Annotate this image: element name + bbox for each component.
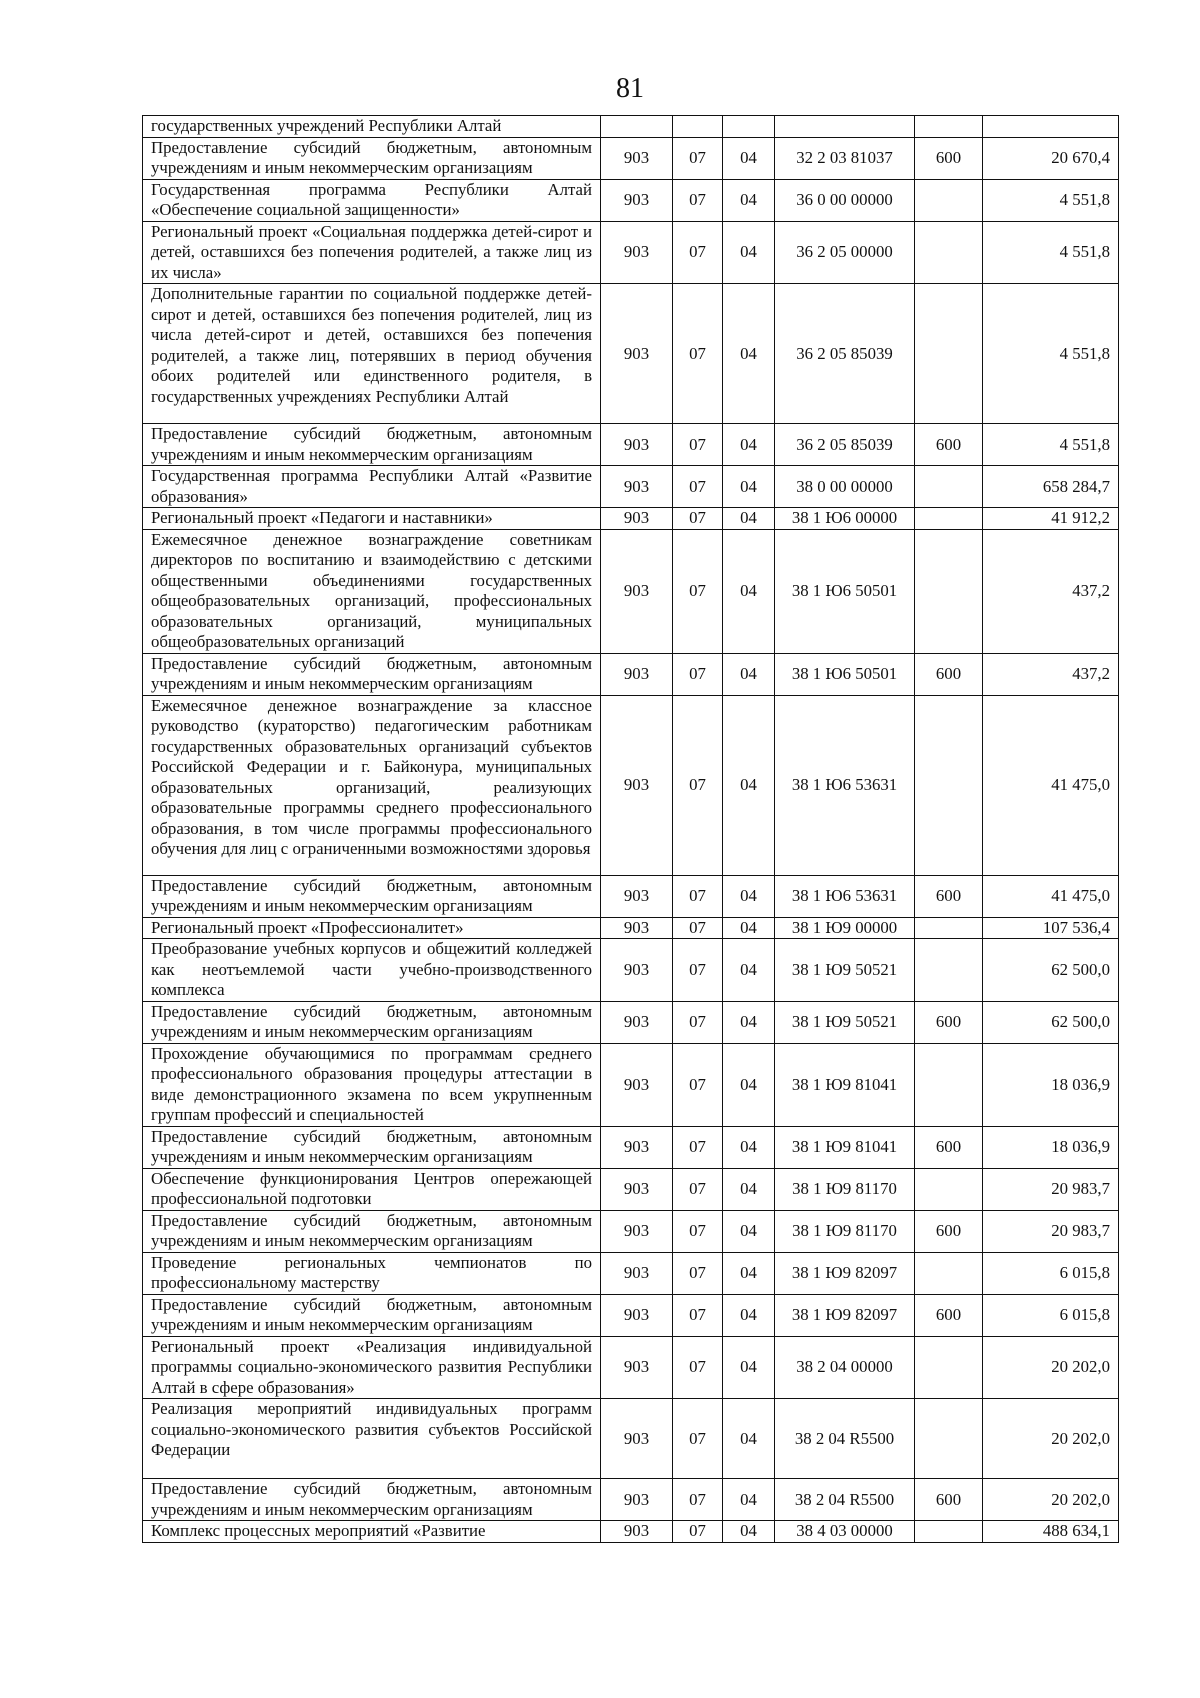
- cell-target-article: 36 2 05 85039: [775, 284, 915, 424]
- cell-admin-code: 903: [601, 939, 673, 1002]
- cell-expense-type: 600: [915, 1210, 983, 1252]
- table-row: [143, 939, 1119, 1002]
- cell-description: Государственная программа Республики Алтай «Обеспечение социальной защищенности»: [143, 179, 601, 221]
- cell-expense-type: 600: [915, 653, 983, 695]
- cell-section-code: [673, 116, 723, 138]
- cell-section-code: 07: [673, 695, 723, 875]
- cell-expense-type: [915, 179, 983, 221]
- table-row: [143, 1001, 1119, 1043]
- cell-expense-type: [915, 695, 983, 875]
- cell-amount: 4 551,8: [983, 284, 1119, 424]
- cell-description: Обеспечение функционирования Центров опережающей профессиональной подготовки: [143, 1168, 601, 1210]
- cell-admin-code: 903: [601, 1168, 673, 1210]
- cell-description: Региональный проект «Социальная поддержка детей-сирот и детей, оставшихся без попечения родителей, а также лиц из их числа»: [143, 221, 601, 284]
- cell-description: Предоставление субсидий бюджетным, автономным учреждениям и иным некоммерческим организациям: [143, 424, 601, 466]
- cell-section-code: 07: [673, 1521, 723, 1543]
- cell-admin-code: 903: [601, 284, 673, 424]
- cell-expense-type: [915, 1252, 983, 1294]
- cell-amount: 20 202,0: [983, 1336, 1119, 1399]
- table-row: [143, 1043, 1119, 1126]
- cell-admin-code: 903: [601, 508, 673, 530]
- cell-target-article: 38 1 Ю6 50501: [775, 653, 915, 695]
- cell-subsection-code: 04: [723, 1210, 775, 1252]
- cell-amount: 4 551,8: [983, 221, 1119, 284]
- cell-description: Преобразование учебных корпусов и общежитий колледжей как неотъемлемой части учебно-производственного комплекса: [143, 939, 601, 1002]
- cell-expense-type: 600: [915, 1294, 983, 1336]
- cell-target-article: [775, 116, 915, 138]
- table-row: [143, 1336, 1119, 1399]
- cell-description: Ежемесячное денежное вознаграждение за классное руководство (кураторство) педагогическим работникам государственных образовательных организаций субъектов Российской Федерации и г. Байконура, муниципальных образовательных организаций, реализующих образовательные программы среднего профессионального образования, в том числе программы профессионального обучения для лиц с ограниченными возможностями здоровья: [143, 695, 601, 875]
- cell-admin-code: 903: [601, 917, 673, 939]
- cell-expense-type: [915, 508, 983, 530]
- cell-section-code: 07: [673, 424, 723, 466]
- table-body: [143, 116, 1119, 1543]
- cell-section-code: 07: [673, 284, 723, 424]
- cell-description: Ежемесячное денежное вознаграждение советникам директоров по воспитанию и взаимодействию с детскими общественными объединениями государственных общеобразовательных организаций, профессиональных образовательных организаций, муниципальных общеобразовательных организаций: [143, 529, 601, 653]
- cell-target-article: 38 1 Ю9 81041: [775, 1043, 915, 1126]
- cell-amount: 658 284,7: [983, 466, 1119, 508]
- cell-subsection-code: 04: [723, 221, 775, 284]
- cell-admin-code: 903: [601, 1479, 673, 1521]
- cell-section-code: 07: [673, 1043, 723, 1126]
- cell-description: Проведение региональных чемпионатов по профессиональному мастерству: [143, 1252, 601, 1294]
- table-row: [143, 1294, 1119, 1336]
- cell-amount: 41 912,2: [983, 508, 1119, 530]
- cell-target-article: 38 1 Ю6 50501: [775, 529, 915, 653]
- cell-target-article: 38 1 Ю9 81170: [775, 1168, 915, 1210]
- cell-target-article: 38 1 Ю6 00000: [775, 508, 915, 530]
- cell-target-article: 36 0 00 00000: [775, 179, 915, 221]
- cell-amount: 62 500,0: [983, 939, 1119, 1002]
- cell-admin-code: 903: [601, 221, 673, 284]
- cell-admin-code: 903: [601, 1001, 673, 1043]
- cell-target-article: 38 2 04 R5500: [775, 1399, 915, 1479]
- cell-section-code: 07: [673, 1479, 723, 1521]
- cell-expense-type: [915, 116, 983, 138]
- cell-description: Государственная программа Республики Алтай «Развитие образования»: [143, 466, 601, 508]
- table-row: [143, 116, 1119, 138]
- cell-description: Региональный проект «Профессионалитет»: [143, 917, 601, 939]
- cell-subsection-code: 04: [723, 137, 775, 179]
- cell-subsection-code: 04: [723, 284, 775, 424]
- cell-target-article: 38 1 Ю6 53631: [775, 695, 915, 875]
- cell-admin-code: 903: [601, 1336, 673, 1399]
- cell-section-code: 07: [673, 1252, 723, 1294]
- table-row: [143, 529, 1119, 653]
- cell-section-code: 07: [673, 1168, 723, 1210]
- cell-subsection-code: 04: [723, 529, 775, 653]
- cell-target-article: 38 0 00 00000: [775, 466, 915, 508]
- cell-amount: 18 036,9: [983, 1126, 1119, 1168]
- cell-expense-type: [915, 939, 983, 1002]
- cell-expense-type: [915, 221, 983, 284]
- table-row: [143, 875, 1119, 917]
- cell-expense-type: 600: [915, 1479, 983, 1521]
- cell-subsection-code: 04: [723, 1521, 775, 1543]
- cell-subsection-code: 04: [723, 1168, 775, 1210]
- cell-target-article: 38 1 Ю9 82097: [775, 1252, 915, 1294]
- cell-amount: 488 634,1: [983, 1521, 1119, 1543]
- table-row: [143, 179, 1119, 221]
- table-row: [143, 508, 1119, 530]
- cell-admin-code: 903: [601, 695, 673, 875]
- cell-amount: 20 983,7: [983, 1210, 1119, 1252]
- cell-amount: 20 670,4: [983, 137, 1119, 179]
- cell-section-code: 07: [673, 1294, 723, 1336]
- cell-target-article: 38 2 04 00000: [775, 1336, 915, 1399]
- cell-subsection-code: 04: [723, 179, 775, 221]
- cell-target-article: 38 1 Ю9 50521: [775, 939, 915, 1002]
- cell-subsection-code: 04: [723, 1043, 775, 1126]
- cell-description: Прохождение обучающимися по программам среднего профессионального образования процедуры аттестации в виде демонстрационного экзамена по всем укрупненным группам профессий и специальностей: [143, 1043, 601, 1126]
- cell-section-code: 07: [673, 1399, 723, 1479]
- cell-subsection-code: 04: [723, 939, 775, 1002]
- cell-amount: 6 015,8: [983, 1252, 1119, 1294]
- cell-subsection-code: 04: [723, 1126, 775, 1168]
- cell-subsection-code: [723, 116, 775, 138]
- cell-subsection-code: 04: [723, 875, 775, 917]
- cell-section-code: 07: [673, 1126, 723, 1168]
- cell-description: Реализация мероприятий индивидуальных программ социально-экономического развития субъектов Российской Федерации: [143, 1399, 601, 1479]
- cell-section-code: 07: [673, 1001, 723, 1043]
- cell-section-code: 07: [673, 939, 723, 1002]
- cell-admin-code: 903: [601, 1043, 673, 1126]
- cell-expense-type: 600: [915, 424, 983, 466]
- cell-description: Предоставление субсидий бюджетным, автономным учреждениям и иным некоммерческим организациям: [143, 1479, 601, 1521]
- cell-admin-code: 903: [601, 529, 673, 653]
- cell-amount: 6 015,8: [983, 1294, 1119, 1336]
- cell-subsection-code: 04: [723, 1294, 775, 1336]
- cell-section-code: 07: [673, 1210, 723, 1252]
- cell-admin-code: 903: [601, 875, 673, 917]
- cell-expense-type: 600: [915, 1126, 983, 1168]
- cell-description: Региональный проект «Реализация индивидуальной программы социально-экономического развития Республики Алтай в сфере образования»: [143, 1336, 601, 1399]
- table-row: [143, 1399, 1119, 1479]
- cell-target-article: 38 4 03 00000: [775, 1521, 915, 1543]
- cell-amount: 4 551,8: [983, 179, 1119, 221]
- cell-admin-code: 903: [601, 1521, 673, 1543]
- cell-expense-type: [915, 1336, 983, 1399]
- cell-amount: 18 036,9: [983, 1043, 1119, 1126]
- cell-subsection-code: 04: [723, 1336, 775, 1399]
- table-row: [143, 653, 1119, 695]
- table-row: [143, 695, 1119, 875]
- cell-amount: 62 500,0: [983, 1001, 1119, 1043]
- table-row: [143, 1126, 1119, 1168]
- cell-amount: 437,2: [983, 529, 1119, 653]
- cell-expense-type: 600: [915, 137, 983, 179]
- cell-subsection-code: 04: [723, 1252, 775, 1294]
- cell-section-code: 07: [673, 466, 723, 508]
- cell-admin-code: 903: [601, 653, 673, 695]
- cell-expense-type: 600: [915, 1001, 983, 1043]
- cell-subsection-code: 04: [723, 917, 775, 939]
- cell-expense-type: [915, 284, 983, 424]
- cell-description: Предоставление субсидий бюджетным, автономным учреждениям и иным некоммерческим организациям: [143, 1210, 601, 1252]
- table-row: [143, 466, 1119, 508]
- cell-admin-code: 903: [601, 137, 673, 179]
- cell-admin-code: 903: [601, 466, 673, 508]
- page-number: 81: [616, 73, 644, 104]
- cell-subsection-code: 04: [723, 1001, 775, 1043]
- cell-admin-code: 903: [601, 1252, 673, 1294]
- cell-expense-type: [915, 1168, 983, 1210]
- cell-expense-type: [915, 1043, 983, 1126]
- cell-amount: 107 536,4: [983, 917, 1119, 939]
- cell-expense-type: [915, 529, 983, 653]
- cell-section-code: 07: [673, 1336, 723, 1399]
- budget-table: [142, 115, 1119, 1543]
- cell-description: государственных учреждений Республики Алтай: [143, 116, 601, 138]
- cell-subsection-code: 04: [723, 466, 775, 508]
- cell-target-article: 38 1 Ю6 53631: [775, 875, 915, 917]
- cell-target-article: 36 2 05 85039: [775, 424, 915, 466]
- table-row: [143, 917, 1119, 939]
- cell-admin-code: 903: [601, 424, 673, 466]
- cell-amount: 20 983,7: [983, 1168, 1119, 1210]
- cell-admin-code: 903: [601, 1126, 673, 1168]
- cell-target-article: 38 1 Ю9 00000: [775, 917, 915, 939]
- cell-subsection-code: 04: [723, 695, 775, 875]
- cell-target-article: 38 2 04 R5500: [775, 1479, 915, 1521]
- table-row: [143, 137, 1119, 179]
- cell-target-article: 32 2 03 81037: [775, 137, 915, 179]
- cell-section-code: 07: [673, 875, 723, 917]
- cell-admin-code: [601, 116, 673, 138]
- cell-admin-code: 903: [601, 179, 673, 221]
- cell-expense-type: [915, 1399, 983, 1479]
- cell-target-article: 38 1 Ю9 82097: [775, 1294, 915, 1336]
- cell-amount: 20 202,0: [983, 1479, 1119, 1521]
- cell-section-code: 07: [673, 917, 723, 939]
- cell-description: Региональный проект «Педагоги и наставники»: [143, 508, 601, 530]
- table-row: [143, 284, 1119, 424]
- cell-target-article: 38 1 Ю9 50521: [775, 1001, 915, 1043]
- cell-description: Предоставление субсидий бюджетным, автономным учреждениям и иным некоммерческим организациям: [143, 137, 601, 179]
- cell-section-code: 07: [673, 179, 723, 221]
- table-row: [143, 1479, 1119, 1521]
- cell-section-code: 07: [673, 529, 723, 653]
- table-row: [143, 1521, 1119, 1543]
- cell-admin-code: 903: [601, 1210, 673, 1252]
- cell-section-code: 07: [673, 221, 723, 284]
- cell-section-code: 07: [673, 508, 723, 530]
- cell-subsection-code: 04: [723, 424, 775, 466]
- cell-admin-code: 903: [601, 1399, 673, 1479]
- cell-target-article: 38 1 Ю9 81041: [775, 1126, 915, 1168]
- cell-subsection-code: 04: [723, 1479, 775, 1521]
- cell-description: Предоставление субсидий бюджетным, автономным учреждениям и иным некоммерческим организациям: [143, 1126, 601, 1168]
- cell-description: Комплекс процессных мероприятий «Развитие: [143, 1521, 601, 1543]
- cell-description: Предоставление субсидий бюджетным, автономным учреждениям и иным некоммерческим организациям: [143, 653, 601, 695]
- cell-amount: 41 475,0: [983, 875, 1119, 917]
- table-row: [143, 424, 1119, 466]
- cell-amount: 20 202,0: [983, 1399, 1119, 1479]
- cell-expense-type: 600: [915, 875, 983, 917]
- table-row: [143, 1252, 1119, 1294]
- cell-target-article: 36 2 05 00000: [775, 221, 915, 284]
- cell-amount: 41 475,0: [983, 695, 1119, 875]
- table-row: [143, 1210, 1119, 1252]
- cell-description: Дополнительные гарантии по социальной поддержке детей-сирот и детей, оставшихся без попечения родителей, лиц из числа детей-сирот и детей, оставшихся без попечения родителей, а также лиц, потерявших в период обучения обоих родителей или единственного родителя, в государственных учреждениях Республики Алтай: [143, 284, 601, 424]
- table-row: [143, 221, 1119, 284]
- cell-amount: [983, 116, 1119, 138]
- cell-subsection-code: 04: [723, 1399, 775, 1479]
- cell-amount: 437,2: [983, 653, 1119, 695]
- cell-admin-code: 903: [601, 1294, 673, 1336]
- cell-section-code: 07: [673, 137, 723, 179]
- table-row: [143, 1168, 1119, 1210]
- cell-description: Предоставление субсидий бюджетным, автономным учреждениям и иным некоммерческим организациям: [143, 875, 601, 917]
- cell-subsection-code: 04: [723, 653, 775, 695]
- cell-target-article: 38 1 Ю9 81170: [775, 1210, 915, 1252]
- cell-description: Предоставление субсидий бюджетным, автономным учреждениям и иным некоммерческим организациям: [143, 1001, 601, 1043]
- cell-expense-type: [915, 917, 983, 939]
- cell-description: Предоставление субсидий бюджетным, автономным учреждениям и иным некоммерческим организациям: [143, 1294, 601, 1336]
- cell-subsection-code: 04: [723, 508, 775, 530]
- cell-amount: 4 551,8: [983, 424, 1119, 466]
- cell-expense-type: [915, 466, 983, 508]
- cell-section-code: 07: [673, 653, 723, 695]
- cell-expense-type: [915, 1521, 983, 1543]
